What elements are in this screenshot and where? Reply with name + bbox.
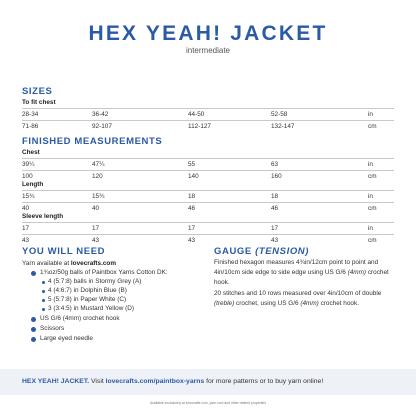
- finished-measurements-heading: FINISHED MEASUREMENTS: [22, 136, 163, 147]
- bullet-icon: [31, 327, 36, 332]
- sub-bullet-icon: [42, 308, 45, 311]
- yarn-color-item: 4 (4:6:7) in Dolphin Blue (B): [48, 287, 127, 294]
- divider: [22, 170, 394, 171]
- sleeve-length-label: Sleeve length: [22, 213, 64, 220]
- sizes-row-in: 28-34 36-42 44-50 52-58 in: [22, 111, 373, 118]
- yarn-color-item: 5 (5:7:8) in Paper White (C): [48, 296, 127, 303]
- to-fit-chest-label: To fit chest: [22, 99, 56, 106]
- needle-item: Large eyed needle: [40, 335, 93, 342]
- bullet-icon: [31, 337, 36, 342]
- yarn-color-item: 3 (3:4:5) in Mustard Yellow (D): [48, 305, 134, 312]
- skill-level: intermediate: [185, 46, 231, 55]
- divider: [22, 120, 394, 121]
- divider: [22, 108, 394, 109]
- divider: [22, 158, 394, 159]
- scissors-item: Scissors: [40, 325, 65, 332]
- length-label: Length: [22, 181, 44, 188]
- sub-bullet-icon: [42, 299, 45, 302]
- you-will-need-heading: YOU WILL NEED: [22, 246, 106, 257]
- chest-label: Chest: [22, 149, 40, 156]
- length-row-in: 15¾ 15¾ 18 18 in: [22, 193, 373, 200]
- sub-bullet-icon: [42, 290, 45, 293]
- gauge-heading: GAUGE (TENSION): [214, 246, 310, 257]
- gauge-description: Finished hexagon measures 4¾in/12cm point to point and 4in/10cm side edge to side edge using US G/6 (4mm) crochet hook. 20 stitches and 10 rows measured over 4in/10cm of double (treble) crochet, using US G/6 (4mm) crochet hook.: [214, 259, 389, 307]
- chest-row-cm: 100 120 140 160 cm: [22, 173, 377, 180]
- divider: [22, 234, 394, 235]
- divider: [22, 222, 394, 223]
- sub-bullet-icon: [42, 281, 45, 284]
- bullet-icon: [31, 317, 36, 322]
- sleeve-row-in: 17 17 17 17 in: [22, 225, 373, 232]
- divider: [22, 190, 394, 191]
- hook-item: US G/6 (4mm) crochet hook: [40, 315, 120, 322]
- bullet-icon: [31, 271, 36, 276]
- sizes-row-cm: 71-86 92-107 112-127 132-147 cm: [22, 123, 377, 130]
- length-row-cm: 40 40 46 46 cm: [22, 205, 377, 212]
- footer-cta: HEX YEAH! JACKET. Visit lovecrafts.com/paintbox-yarns for more patterns or to buy yarn online!: [22, 378, 324, 385]
- fineprint: Available exclusively at lovecrafts.com, yarn.com and other related properties: [149, 401, 267, 405]
- sizes-heading: SIZES: [22, 86, 53, 97]
- yarn-availability: Yarn available at lovecrafts.com: [22, 260, 117, 267]
- chest-row-in: 39¼ 47¼ 55 63 in: [22, 161, 373, 168]
- yarn-color-item: 4 (5:7:8) balls in Stormy Grey (A): [48, 278, 142, 285]
- lovecrafts-link[interactable]: lovecrafts.com: [70, 260, 117, 267]
- yarn-main-item: 1¾oz/50g balls of Paintbox Yarns Cotton DK:: [40, 269, 168, 276]
- paintbox-yarns-link[interactable]: lovecrafts.com/paintbox-yarns: [105, 378, 205, 385]
- pattern-title: HEX YEAH! JACKET: [88, 22, 328, 45]
- sleeve-row-cm: 43 43 43 43 cm: [22, 237, 377, 244]
- divider: [22, 202, 394, 203]
